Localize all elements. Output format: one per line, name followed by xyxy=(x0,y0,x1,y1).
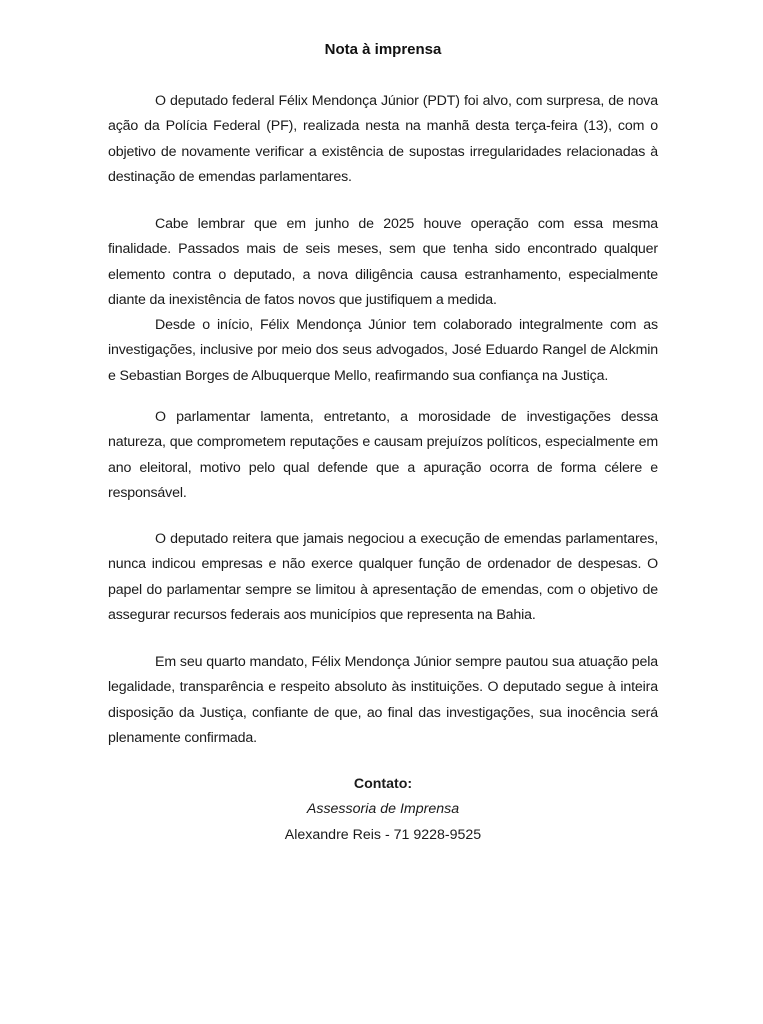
contact-heading: Contato: xyxy=(353,776,413,792)
paragraph-2: Cabe lembrar que em junho de 2025 houve operação com essa mesma finalidade. Passados mais de seis meses, sem que tenha sido encontrado qualquer elemento contra o deputado, a nova diligência causa estranhamento, especialmente diante da inexistência de fatos novos que justifiquem a medida. xyxy=(108,216,658,308)
document-title: Nota à imprensa xyxy=(324,41,442,58)
paragraph-1: O deputado federal Félix Mendonça Júnior (PDT) foi alvo, com surpresa, de nova ação da Polícia Federal (PF), realizada nesta na manhã desta terça-feira (13), com o objetivo de novamente verificar a existência de supostas irregularidades relacionadas à destinação de emendas parlamentares. xyxy=(108,93,658,185)
paragraph-6: Em seu quarto mandato, Félix Mendonça Júnior sempre pautou sua atuação pela legalidade, transparência e respeito absoluto às instituições. O deputado segue à inteira disposição da Justiça, confiante de que, ao final das investigações, sua inocência será plenamente confirmada. xyxy=(108,654,658,746)
contact-person: Alexandre Reis - 71 9228-9525 xyxy=(284,826,482,843)
paragraph-4: O parlamentar lamenta, entretanto, a morosidade de investigações dessa natureza, que comprometem reputações e causam prejuízos políticos, especialmente em ano eleitoral, motivo pelo qual defende que a apuração ocorra de forma célere e responsável. xyxy=(108,409,658,501)
contact-organization: Assessoria de Imprensa xyxy=(306,801,460,818)
paragraph-3: Desde o início, Félix Mendonça Júnior tem colaborado integralmente com as investigações, inclusive por meio dos seus advogados, José Eduardo Rangel de Alckmin e Sebastian Borges de Albuquerque Mello, reafirmando sua confiança na Justiça. xyxy=(108,317,658,384)
contact-block xyxy=(108,772,658,848)
paragraph-5: O deputado reitera que jamais negociou a execução de emendas parlamentares, nunca indicou empresas e não exerce qualquer função de ordenador de despesas. O papel do parlamentar sempre se limitou à apresentação de emendas, com o objetivo de assegurar recursos federais aos municípios que representa na Bahia. xyxy=(108,531,658,623)
